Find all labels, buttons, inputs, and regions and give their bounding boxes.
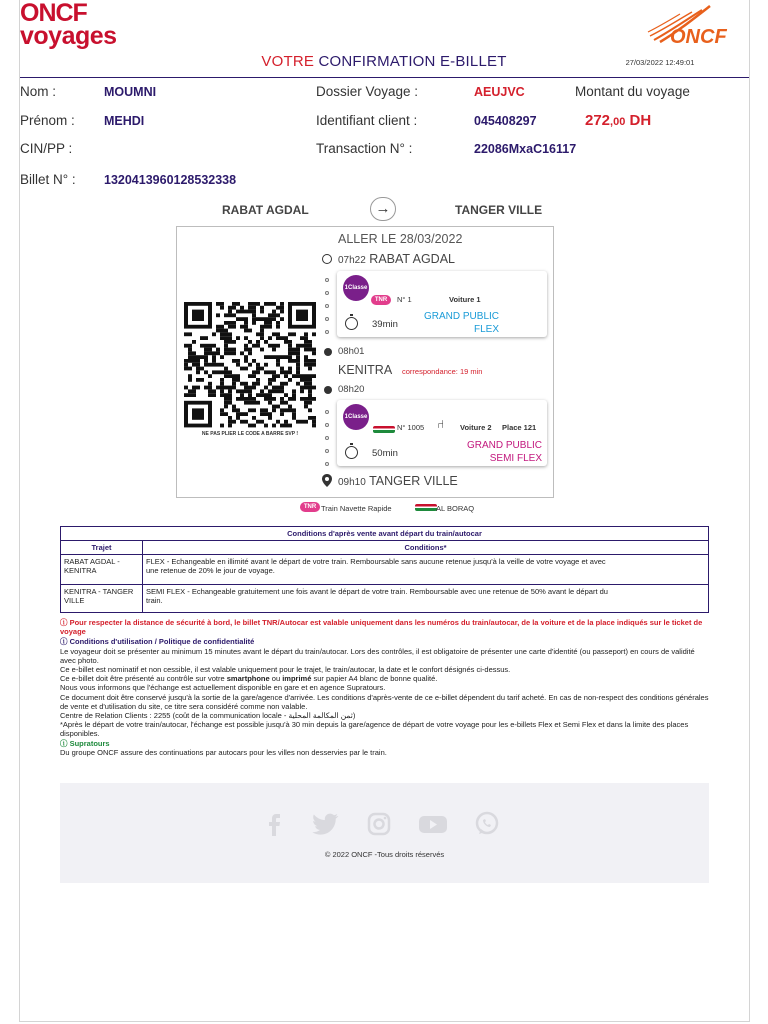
header-divider [20,77,749,78]
info-icon: ⓘ [60,637,70,647]
col-trajet: Trajet [61,541,143,555]
duration: 50min [372,448,398,459]
identifiant-value: 045408297 [474,114,537,128]
track-dot [325,317,329,321]
train-number: N° 1 [397,295,412,304]
note-p3-d: imprimé [282,674,312,684]
departure-marker-icon [322,254,332,264]
correspondance-info: correspondance: 19 min [402,367,483,376]
page-title [200,53,568,70]
voiture: Voiture 1 [449,295,481,304]
departure-time: 07h22 [338,255,366,266]
train-number: N° 1005 [397,423,425,432]
note-p7: *Après le départ de votre train/autocar, l'échange est possible jusqu'à 30 min depuis la gare/agence de départ de votre voyage pour les e-billets Flex et Semi Flex et dans la limite des places disponibles. [60,720,689,739]
montant-value [585,112,651,129]
arrival-time: 09h10 [338,477,366,488]
track-dot [325,449,329,453]
table-row [61,555,709,585]
copyright: © 2022 ONCF -Tous droits réservés [324,850,445,859]
conditions-title: Conditions d'après vente avant départ du train/autocar [61,527,709,541]
footer [60,783,709,883]
row-conditions: SEMI FLEX - Echangeable gratuitement une fois avant le départ de votre train. Remboursable avec une retenue de 50% avant le départ du train. [143,585,709,613]
supratours-title-text: Supratours [69,738,110,748]
departure-station: RABAT AGDAL [369,252,455,266]
row-trajet: RABAT AGDAL - KENITRA [61,555,143,585]
oncf-voyages-logo [20,2,150,48]
tariff-line2: SEMI FLEX [489,453,542,464]
safety-warning-text: Pour respecter la distance de sécurité à bord, le billet TNR/Autocar est valable uniquement dans les numéros du train/autocar, de la voiture et de la place indiqués sur le ticket de voyage [60,618,703,637]
route-from: RABAT AGDAL [222,203,309,217]
voiture: Voiture 2 [460,423,492,432]
note-p3-c: ou [269,674,283,684]
nom-value: MOUMNI [104,85,157,99]
conditions-table [60,526,709,613]
transaction-value: 22086MxaC16117 [474,142,577,156]
qr-caption: NE PAS PLIER LE CODE A BARRE SVP ! [201,431,299,437]
billet-label: Billet N° : [20,172,76,187]
connection-departure-marker-icon [324,386,332,394]
info-icon: ⓘ [60,738,70,748]
duration: 39min [372,319,398,330]
twitter-icon[interactable] [310,811,340,837]
tariff-line1: GRAND PUBLIC [423,311,499,322]
oncf-logo [632,2,744,48]
montant-label: Montant du voyage [575,84,690,99]
tariff-line2: FLEX [473,324,499,335]
note-p3-e: sur papier A4 blanc de bonne qualité. [311,674,438,684]
connection-arrival-time: 08h01 [338,346,365,357]
note-p6: Centre de Relation Clients : 2255 (coût de la communication locale - ثمن المكالمة المحلية) [60,711,356,721]
aller-date: ALLER LE 28/03/2022 [338,232,463,246]
safety-warning [60,618,710,636]
note-p5: Ce document doit être conservé jusqu'à la sortie de la gare/agence d'arrivée. Les conditions d'après-vente de ce e-billet dépendent du tarif acheté. En cas de non-respect des conditions générales de vente et d'utilisation du site, ce titre sera considéré comme non valable. [60,692,709,711]
row-trajet: KENITRA - TANGER VILLE [61,585,143,613]
prenom-value: MEHDI [104,114,145,128]
track-dot [325,330,329,334]
qr-code [184,302,316,428]
timestamp: 27/03/2022 12:49:01 [625,58,695,67]
track-dot [325,462,329,466]
row-conditions: FLEX - Echangeable en illimité avant le départ de votre train. Remboursable sans aucune retenue jusqu'à la veille de votre voyage et avec une retenue de 20% le jour de voyage. [143,555,709,585]
usage-title [60,637,710,646]
note-p4: Nous vous informons que l'échange est actuellement disponible en gare et en agence Supratours. [60,683,386,693]
track-dot [325,423,329,427]
note-p8: Du groupe ONCF assure des continuations par autocars pour les villes non desservies par le train. [60,747,387,757]
seat-icon: ⑁ [437,417,445,431]
whatsapp-icon[interactable] [472,811,502,837]
note-p3-a: Ce e-billet doit être présenté au contrôle sur votre [60,674,227,684]
montant-int: 272 [585,112,611,129]
route-arrow-icon: → [370,197,396,221]
usage-title-text: Conditions d'utilisation / Politique de confidentialité [69,637,255,647]
table-row [61,585,709,613]
supratours-title [60,739,710,748]
route-to: TANGER VILLE [455,203,543,217]
logo-brand-top: ONCF [20,0,87,27]
arrival-station: TANGER VILLE [369,474,458,488]
dossier-label: Dossier Voyage : [316,84,419,99]
tnr-train-icon: TNR [371,295,391,305]
note-p1: Le voyageur doit se présenter au minimum 15 minutes avant le départ du train/autocar. Lors des contrôles, il est obligatoire de présenter une carte d'identité (ou passeport) en cours de validité avec photo. [60,646,695,665]
col-conditions: Conditions* [143,541,709,555]
logo-right-text: ONCF [670,26,727,48]
train-segment-card-1 [337,271,547,337]
first-class-badge: 1Classe [343,404,369,430]
track-dot [325,291,329,295]
boraq-legend-label: AL BORAQ [436,504,475,513]
track-dot [325,436,329,440]
billet-value: 1320413960128532338 [104,173,237,187]
note-p3 [60,674,710,683]
usage-notes [60,618,710,757]
instagram-icon[interactable] [364,811,394,837]
stopwatch-icon [345,317,358,330]
first-class-badge: 1Classe [343,275,369,301]
tnr-legend-label: Train Navette Rapide [321,504,392,513]
stopwatch-icon [345,446,358,459]
prenom-label: Prénom : [20,113,75,128]
location-pin-icon [322,474,332,492]
note-p3-b: smartphone [226,674,270,684]
departure-stop [338,252,455,266]
cin-label: CIN/PP : [20,141,73,156]
transaction-label: Transaction N° : [316,141,413,156]
montant-dec: ,00 [610,116,626,128]
boraq-legend-icon [415,504,437,511]
facebook-icon[interactable] [259,811,289,837]
nom-label: Nom : [20,84,57,99]
track-dot [325,410,329,414]
arrival-stop [338,474,458,488]
logo-brand-bottom: voyages [20,22,117,50]
connection-station: KENITRA [338,363,393,377]
warning-icon: ⓘ [60,618,70,627]
place: Place 121 [502,423,537,432]
connection-departure-time: 08h20 [338,384,365,395]
track-dot [325,278,329,282]
tariff-line1: GRAND PUBLIC [466,440,542,451]
train-segment-card-2 [337,400,547,466]
al-boraq-train-icon [373,426,395,433]
note-p2: Ce e-billet est nominatif et non cessible, il est valable uniquement pour le trajet, le train/autocar, la date et le confort désignés ci-dessus. [60,665,511,675]
title-part2: CONFIRMATION E-BILLET [318,53,507,70]
track-dot [325,304,329,308]
montant-currency: DH [629,112,652,129]
title-part1: VOTRE [261,53,315,70]
youtube-icon[interactable] [418,811,448,837]
dossier-value: AEUJVC [474,85,525,99]
connection-arrival-marker-icon [324,348,332,356]
identifiant-label: Identifiant client : [316,113,418,128]
tnr-legend-icon: TNR [300,502,320,512]
